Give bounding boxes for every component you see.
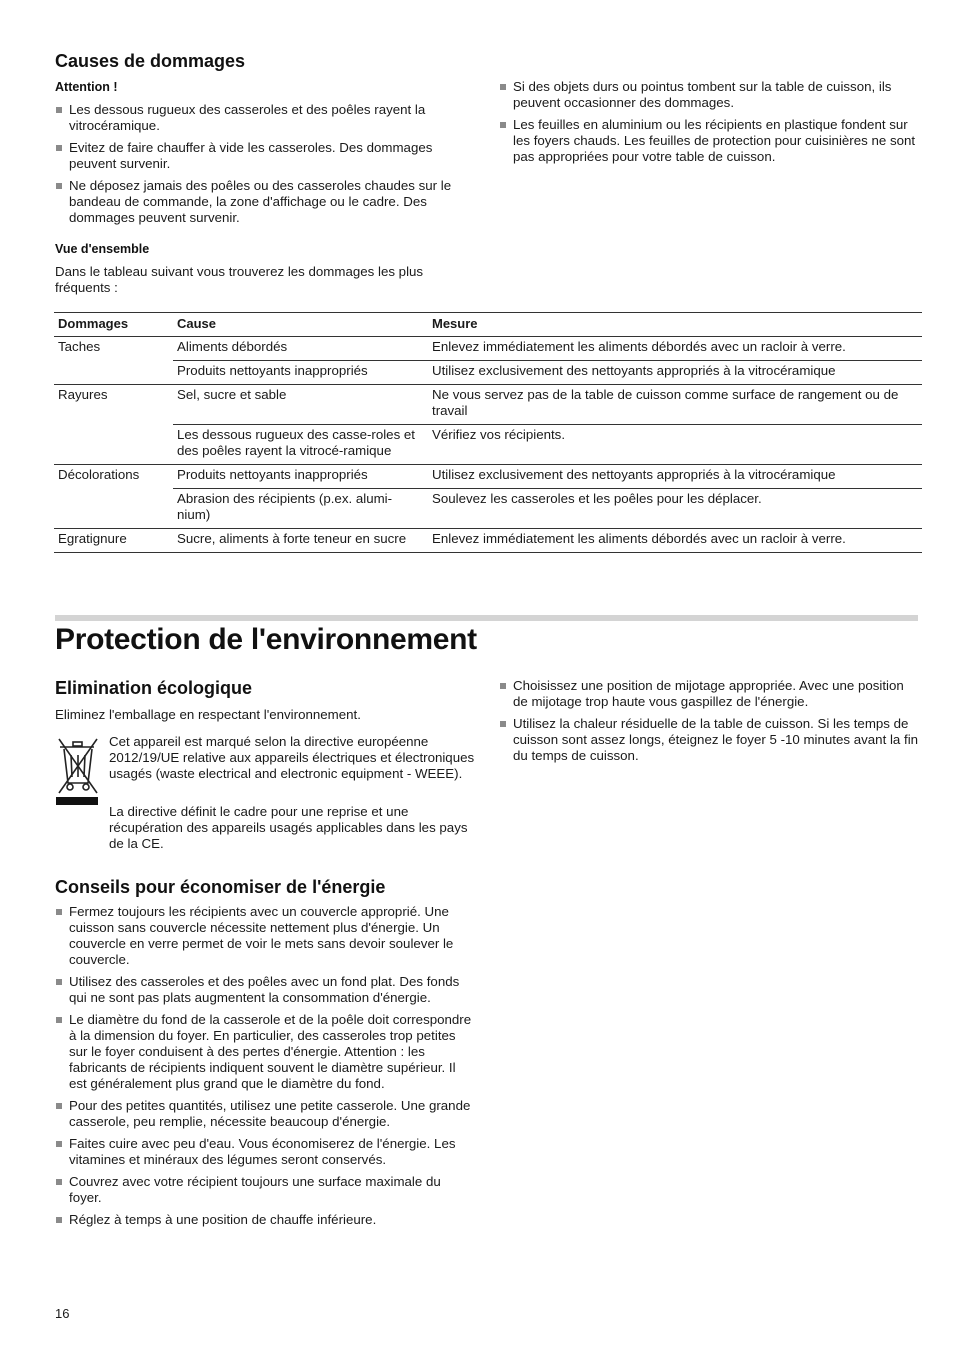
table-row (54, 337, 922, 361)
attention-heading: Attention ! (55, 80, 118, 94)
energy-tips-left (55, 904, 475, 1234)
cause-cell: Les dessous rugueux des casse-roles et des poêles rayent la vitrocé-ramique (173, 425, 428, 465)
table-row (54, 361, 922, 385)
attention-item: Si des objets durs ou pointus tombent sur la table de cuisson, ils peuvent occasionner des dommages. (499, 79, 919, 111)
energy-tip: Pour des petites quantités, utilisez une petite casserole. Une grande casserole, peu remplie, nécessite beaucoup d'énergie. (55, 1098, 475, 1130)
column-header: Mesure (428, 313, 922, 337)
energy-tip: Choisissez une position de mijotage appropriée. Avec une position de mijotage trop haute vous gaspillez de l'énergie. (499, 678, 919, 710)
measure-cell: Soulevez les casseroles et les poêles pour les déplacer. (428, 489, 922, 529)
damage-cell (54, 489, 173, 529)
overview-heading: Vue d'ensemble (55, 242, 150, 256)
damage-cell (54, 361, 173, 385)
table-row (54, 425, 922, 465)
table-row (54, 465, 922, 489)
measure-cell: Enlevez immédiatement les aliments débordés avec un racloir à verre. (428, 529, 922, 553)
weee-text: Cet appareil est marqué selon la directive européenne 2012/19/UE relative aux appareils électriques et électroniques usagés (waste electrical and electronic equipment - WEEE). (109, 734, 475, 781)
section-divider (55, 615, 918, 621)
cause-cell: Produits nettoyants inappropriés (173, 465, 428, 489)
energy-tip: Utilisez des casseroles et des poêles avec un fond plat. Des fonds qui ne sont pas plats augmentent la consommation d'énergie. (55, 974, 475, 1006)
attention-list-left (55, 102, 470, 232)
measure-cell: Utilisez exclusivement des nettoyants appropriés à la vitrocéramique (428, 465, 922, 489)
overview-text: Dans le tableau suivant vous trouverez les dommages les plus fréquents : (55, 264, 424, 295)
section-title-damages: Causes de dommages (55, 51, 246, 71)
chapter-title-environment: Protection de l'environnement (55, 623, 477, 656)
cause-cell: Abrasion des récipients (p.ex. alumi-nium) (173, 489, 428, 529)
energy-tip: Fermez toujours les récipients avec un couvercle approprié. Une cuisson sans couvercle nécessite nettement plus d'énergie. Un couvercle en verre permet de voir le mets sans devoir soulever le couvercle. (55, 904, 475, 968)
damage-cell: Décolorations (58, 467, 140, 482)
measure-cell: Utilisez exclusivement des nettoyants appropriés à la vitrocéramique (428, 361, 922, 385)
damages-table (54, 312, 922, 553)
measure-cell: Ne vous servez pas de la table de cuisson comme surface de rangement ou de travail (428, 385, 922, 425)
energy-tip: Le diamètre du fond de la casserole et de la poêle doit correspondre à la dimension du foyer. En particulier, des casseroles trop petites sur le foyer conduisent à des pertes d'énergie. Attention : les fabricants de récipients indiquent souvent le diamètre supérieur. Il est généralement plus grand que le diamètre du fond. (55, 1012, 475, 1092)
page-number: 16 (55, 1306, 70, 1321)
damage-cell (54, 425, 173, 465)
table-row (54, 489, 922, 529)
damage-cell: Taches (58, 339, 101, 354)
measure-cell: Vérifiez vos récipients. (428, 425, 922, 465)
cause-cell: Sucre, aliments à forte teneur en sucre (173, 529, 428, 553)
cause-cell: Produits nettoyants inappropriés (173, 361, 428, 385)
damage-cell: Rayures (58, 387, 108, 402)
cause-cell: Sel, sucre et sable (173, 385, 428, 425)
cause-cell: Aliments débordés (173, 337, 428, 361)
column-header: Cause (173, 313, 428, 337)
measure-cell: Enlevez immédiatement les aliments débordés avec un racloir à verre. (428, 337, 922, 361)
attention-list-right (499, 79, 919, 171)
table-header-row (54, 313, 922, 337)
table-row (54, 385, 922, 425)
section-title-energy: Conseils pour économiser de l'énergie (55, 877, 386, 897)
energy-tip: Utilisez la chaleur résiduelle de la table de cuisson. Si les temps de cuisson sont assez longs, éteignez le foyer 5 -10 minutes avant la fin du temps de cuisson. (499, 716, 919, 764)
attention-item: Evitez de faire chauffer à vide les casseroles. Des dommages peuvent survenir. (55, 140, 470, 172)
energy-tips-right (499, 678, 919, 770)
attention-item: Les feuilles en aluminium ou les récipients en plastique fondent sur les foyers chauds. Les feuilles de protection pour cuisinières ne sont pas appropriées pour votre table de cuisson. (499, 117, 919, 165)
weee-bin-icon (56, 735, 100, 807)
attention-item: Ne déposez jamais des poêles ou des casseroles chaudes sur le bandeau de commande, la zone d'affichage ou le cadre. Des dommages peuvent survenir. (55, 178, 470, 226)
damage-cell: Egratignure (54, 529, 173, 553)
energy-tip: Couvrez avec votre récipient toujours une surface maximale du foyer. (55, 1174, 475, 1206)
directive-text: La directive définit le cadre pour une reprise et une récupération des appareils usagés applicables dans les pays de la CE. (109, 804, 468, 851)
column-header: Dommages (54, 313, 173, 337)
energy-tip: Réglez à temps à une position de chauffe inférieure. (55, 1212, 475, 1228)
disposal-intro: Eliminez l'emballage en respectant l'environnement. (55, 707, 361, 722)
energy-tip: Faites cuire avec peu d'eau. Vous économiserez de l'énergie. Les vitamines et minéraux des légumes seront conservés. (55, 1136, 475, 1168)
section-title-disposal: Elimination écologique (55, 678, 253, 698)
table-row (54, 529, 922, 553)
attention-item: Les dessous rugueux des casseroles et des poêles rayent la vitrocéramique. (55, 102, 470, 134)
